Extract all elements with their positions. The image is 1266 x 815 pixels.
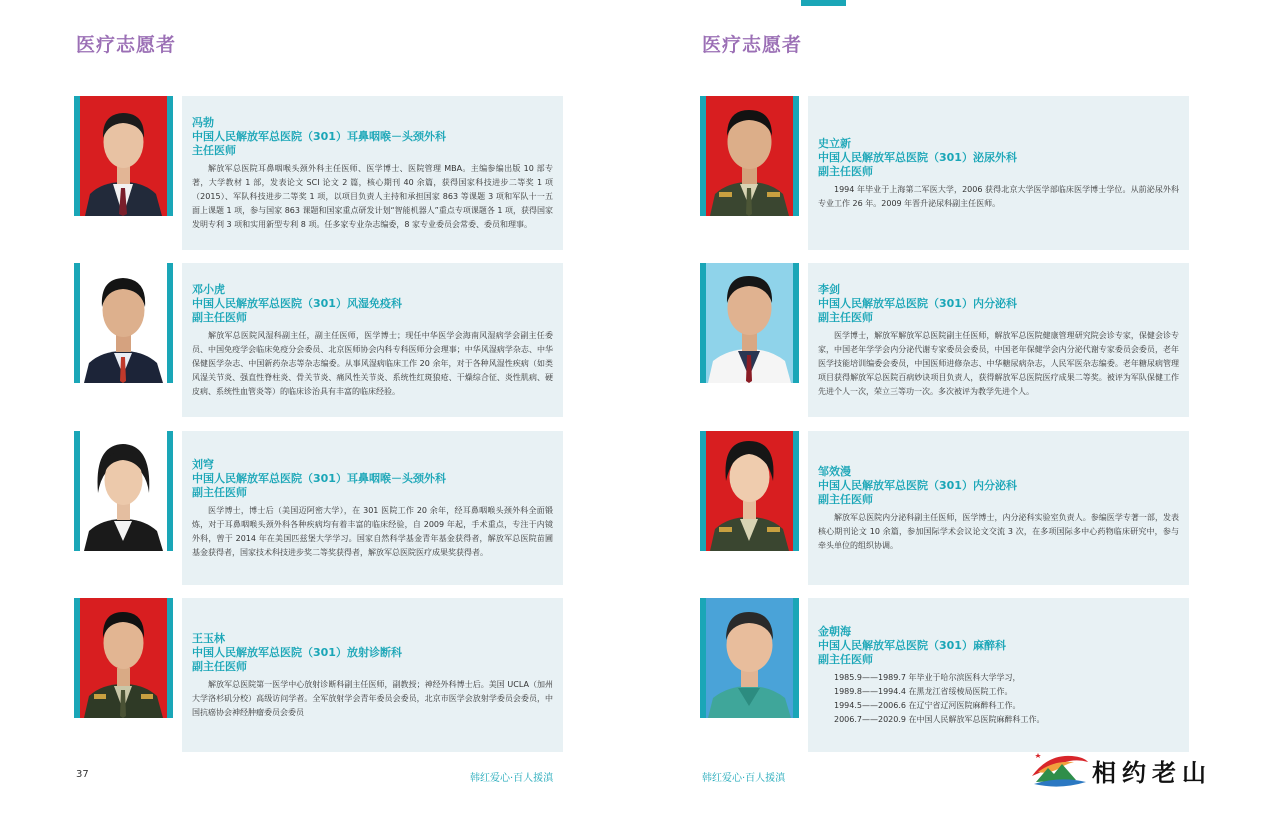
doctor-info xyxy=(808,598,1189,752)
top-tab-marker xyxy=(801,0,846,6)
doctor-name: 金朝海 xyxy=(818,625,851,638)
footer-tagline-right: 韩红爱心·百人援滇 xyxy=(702,773,786,784)
doctor-photo xyxy=(706,96,793,216)
doctor-info xyxy=(182,263,563,417)
doctor-hospital: 中国人民解放军总医院（301）耳鼻咽喉－头颈外科 xyxy=(192,472,446,485)
doctor-name: 邹效漫 xyxy=(818,465,851,478)
bio-line: 2006.7——2020.9 在中国人民解放军总医院麻醉科工作。 xyxy=(834,715,1045,724)
bio-line: 1994.5——2006.6 在辽宁省辽河医院麻醉科工作。 xyxy=(834,701,1021,710)
doctor-photo xyxy=(80,96,167,216)
doctor-bio: 解放军总医院第一医学中心放射诊断科副主任医师，副教授；神经外科博士后。美国 UCLA（加州大学洛杉矶分校）高级访问学者。全军放射学会青年委员会委员，北京市医学会放射学委员会委员，中国抗癌协会神经肿瘤委员会委员 xyxy=(192,680,553,717)
photo-frame xyxy=(700,96,799,216)
photo-frame xyxy=(74,431,173,551)
photo-frame xyxy=(700,263,799,383)
doctor-info xyxy=(808,431,1189,585)
doctor-name: 王玉林 xyxy=(192,632,225,645)
doctor-photo xyxy=(80,431,167,551)
photo-frame xyxy=(700,431,799,551)
doctor-hospital: 中国人民解放军总医院（301）放射诊断科 xyxy=(192,646,402,659)
doctor-title: 主任医师 xyxy=(192,144,236,157)
bio-line: 1989.8——1994.4 在黑龙江省绥棱局医院工作。 xyxy=(834,687,1013,696)
doctor-info xyxy=(808,96,1189,250)
doctor-name: 史立新 xyxy=(818,137,851,150)
doctor-photo xyxy=(706,263,793,383)
doctor-bio: 解放军总医院耳鼻咽喉头颈外科主任医师、医学博士、医院管理 MBA。主编参编出版 10 部专著，大学教材 1 部，发表论文 SCI 论文 2 篇，核心期刊 40 余篇，获得国家科技进步二等奖 1 项（2015）、军队科技进步二等奖 1 项，以项目负责人主持和承担国家 863 等课题 3 项和军队十一五面上课题 1 项，参与国家 863 课题和国家重点研发计划“智能机器人”重点专项课题各 1 项，获得国家发明专利 3 项和实用新型专利 8 项。任多家专业杂志编委，8 家专业委员会常委、委员和理事。 xyxy=(192,164,553,229)
doctor-bio: 解放军总医院内分泌科副主任医师，医学博士，内分泌科实验室负责人。参编医学专著一部，发表核心期刊论文 10 余篇，参加国际学术会议论文交流 3 次，在多项国际多中心药物临床研究中，参与牵头单位的组织协调。 xyxy=(818,513,1179,550)
doctor-bio: 解放军总医院风湿科副主任，副主任医师，医学博士；现任中华医学会海南风湿病学会副主任委员、中国免疫学会临床免疫分会委员、北京医师协会内科专科医师分会理事；中华风湿病学杂志、中华保健医学杂志、中国新药杂志等杂志编委。从事风湿病临床工作 20 余年，对于各种风湿性疾病（如类风湿关节炎、强直性脊柱炎、骨关节炎、痛风性关节炎、系统性红斑狼疮、干燥综合征、炎性肌病、硬皮病、系统性血管炎等）的临床诊治具有丰富的临床经验。 xyxy=(192,331,553,396)
doctor-name: 刘穹 xyxy=(192,458,214,471)
section-title-right: 医疗志愿者 xyxy=(702,34,803,56)
doctor-name: 邓小虎 xyxy=(192,283,225,296)
brand-name: 相约老山 xyxy=(1092,758,1212,787)
photo-frame xyxy=(74,96,173,216)
doctor-info xyxy=(182,431,563,585)
photo-frame xyxy=(74,263,173,383)
page-number: 37 xyxy=(76,769,89,780)
doctor-photo xyxy=(706,598,793,718)
doctor-bio: 1994 年毕业于上海第二军医大学，2006 获得北京大学医学部临床医学博士学位。从前泌尿外科专业工作 26 年。2009 年晋升泌尿科副主任医师。 xyxy=(818,185,1179,208)
doctor-title: 副主任医师 xyxy=(192,660,247,673)
doctor-photo xyxy=(706,431,793,551)
doctor-title: 副主任医师 xyxy=(818,311,873,324)
mountain-logo-icon xyxy=(1030,748,1090,790)
doctor-name: 冯勃 xyxy=(192,116,214,129)
doctor-info xyxy=(182,598,563,752)
section-title-left: 医疗志愿者 xyxy=(76,34,177,56)
doctor-hospital: 中国人民解放军总医院（301）风湿免疫科 xyxy=(192,297,402,310)
photo-frame xyxy=(74,598,173,718)
doctor-title: 副主任医师 xyxy=(192,486,247,499)
doctor-title: 副主任医师 xyxy=(818,165,873,178)
doctor-bio: 医学博士，解放军解放军总医院副主任医师，解放军总医院健康管理研究院会诊专家，保健会诊专家，中国老年学学会内分泌代谢专家委员会委员，中国老年保健学会内分泌代谢专家委员会委员，老年医学技能培训编委会委员，中国医师进修杂志、中华糖尿病杂志，人民军医杂志编委。老年糖尿病管理项目获得解放军总医院百病妙诀项目负责人，获得解放军总医院医疗成果二等奖。被评为军队保健工作先进个人一次，荣立三等功一次。多次被评为教学先进个人。 xyxy=(818,331,1179,396)
doctor-title: 副主任医师 xyxy=(818,653,873,666)
doctor-hospital: 中国人民解放军总医院（301）内分泌科 xyxy=(818,479,1017,492)
doctor-hospital: 中国人民解放军总医院（301）泌尿外科 xyxy=(818,151,1017,164)
doctor-name: 李剑 xyxy=(818,283,840,296)
doctor-title: 副主任医师 xyxy=(192,311,247,324)
doctor-info xyxy=(182,96,563,250)
doctor-photo xyxy=(80,598,167,718)
footer-tagline-left: 韩红爱心·百人援滇 xyxy=(470,773,554,784)
doctor-hospital: 中国人民解放军总医院（301）耳鼻咽喉－头颈外科 xyxy=(192,130,446,143)
doctor-hospital: 中国人民解放军总医院（301）内分泌科 xyxy=(818,297,1017,310)
doctor-hospital: 中国人民解放军总医院（301）麻醉科 xyxy=(818,639,1006,652)
doctor-bio-lines xyxy=(818,671,1179,727)
brand-logo xyxy=(1030,748,1240,790)
doctor-photo xyxy=(80,263,167,383)
photo-frame xyxy=(700,598,799,718)
bio-line: 1985.9——1989.7 年毕业于哈尔滨医科大学学习， xyxy=(834,673,1021,682)
doctor-title: 副主任医师 xyxy=(818,493,873,506)
doctor-info xyxy=(808,263,1189,417)
doctor-bio: 医学博士，博士后（美国迈阿密大学），在 301 医院工作 20 余年，经耳鼻咽喉头颈外科全面锻炼，对于耳鼻咽喉头颈外科各种疾病均有着丰富的临床经验，自 2009 年起，手术重点，专注于内镜外科，曾于 2014 年在美国匹兹堡大学学习。国家自然科学基金青年基金获得者，解放军总医院苗圃基金获得者，国家技术科技进步奖二等奖获得者，解放军总医院医疗成果奖获得者。 xyxy=(192,506,553,557)
